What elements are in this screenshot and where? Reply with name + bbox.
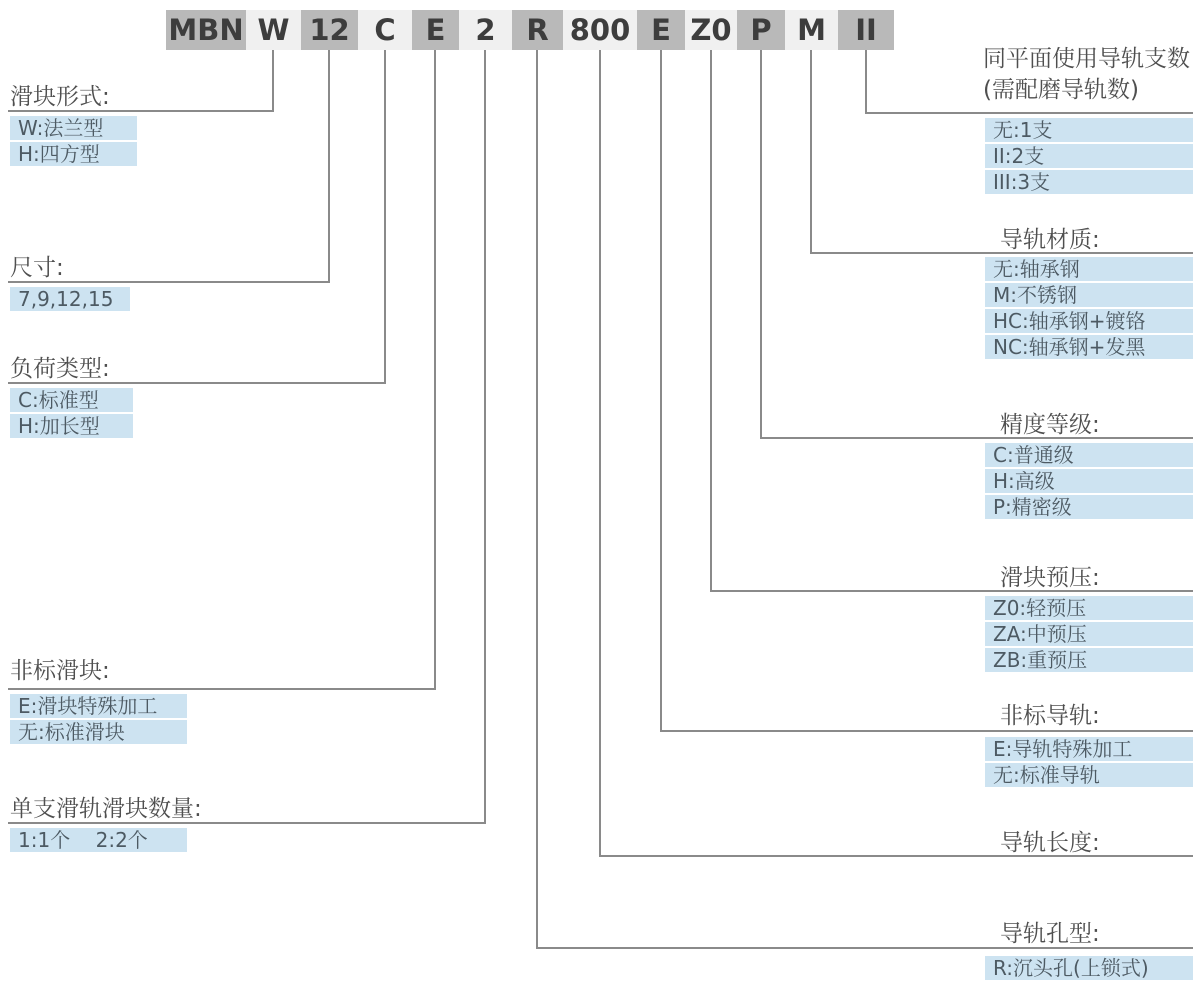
hole-type-label: 导轨孔型:: [1000, 921, 1100, 947]
underline-rail-count: [865, 112, 1193, 114]
underline-nonstd-slider: [8, 688, 436, 690]
load-type-item: C:标准型: [10, 388, 133, 412]
material-label: 导轨材质:: [1000, 227, 1100, 253]
nonstd-slider-label: 非标滑块:: [10, 658, 110, 684]
precision-item: C:普通级: [985, 443, 1193, 467]
nonstd-slider-item: 无:标准滑块: [10, 720, 187, 744]
rail-length-label: 导轨长度:: [1000, 830, 1100, 856]
connector-hole-type-line: [536, 50, 538, 947]
underline-rail-length: [599, 855, 1193, 857]
nonstd-rail-item: 无:标准导轨: [985, 763, 1193, 787]
material-item: M:不锈钢: [985, 283, 1193, 307]
precision-item: P:精密级: [985, 495, 1193, 519]
connector-precision-line: [760, 50, 762, 437]
slider-count-items: [10, 828, 187, 854]
code-segment-hole-type: R: [512, 10, 563, 50]
code-segment-precision: P: [737, 10, 785, 50]
nonstd-rail-items: [985, 737, 1193, 789]
connector-material-line: [810, 50, 812, 252]
preload-label: 滑块预压:: [1000, 565, 1100, 591]
precision-label: 精度等级:: [1000, 412, 1100, 438]
size-items: [10, 287, 130, 313]
hole-type-item: R:沉头孔(上锁式): [985, 956, 1193, 980]
code-segment-slider-count: 2: [459, 10, 512, 50]
connector-rail-count-line: [865, 50, 867, 112]
slider-count-label: 单支滑轨滑块数量:: [10, 796, 202, 822]
precision-items: [985, 443, 1193, 521]
slider-form-item: W:法兰型: [10, 116, 137, 140]
rail-count-item: II:2支: [985, 144, 1193, 168]
preload-item: ZA:中预压: [985, 622, 1193, 646]
nonstd-rail-item: E:导轨特殊加工: [985, 737, 1193, 761]
slider-count-item: 1:1个 2:2个: [10, 828, 187, 852]
rail-count-items: [985, 118, 1193, 196]
code-segment-nonstd-slider: E: [412, 10, 459, 50]
precision-item: H:高级: [985, 469, 1193, 493]
underline-preload: [710, 590, 1193, 592]
underline-nonstd-rail: [660, 730, 1193, 732]
connector-load-type-line: [384, 50, 386, 382]
nonstd-slider-items: [10, 694, 187, 746]
nonstd-rail-label: 非标导轨:: [1000, 703, 1100, 729]
material-item: 无:轴承钢: [985, 257, 1193, 281]
connector-size-line: [328, 50, 330, 281]
slider-form-items: [10, 116, 137, 168]
code-segment-size: 12: [301, 10, 358, 50]
preload-item: Z0:轻预压: [985, 596, 1193, 620]
nonstd-slider-item: E:滑块特殊加工: [10, 694, 187, 718]
material-item: NC:轴承钢+发黑: [985, 335, 1193, 359]
preload-item: ZB:重预压: [985, 648, 1193, 672]
code-segment-nonstd-rail: E: [637, 10, 685, 50]
connector-rail-length-line: [599, 50, 601, 855]
code-segment-series: MBN: [166, 10, 246, 50]
load-type-label: 负荷类型:: [10, 356, 110, 382]
connector-slider-form-line: [272, 50, 274, 110]
material-items: [985, 257, 1193, 361]
underline-precision: [760, 437, 1193, 439]
size-item: 7,9,12,15: [10, 287, 130, 311]
code-segment-load-type: C: [358, 10, 412, 50]
code-segment-rail-count: II: [838, 10, 894, 50]
part-number-strip: [166, 10, 894, 50]
slider-form-item: H:四方型: [10, 142, 137, 166]
load-type-item: H:加长型: [10, 414, 133, 438]
code-segment-preload: Z0: [685, 10, 737, 50]
rail-count-label: [983, 44, 1190, 106]
rail-count-item: 无:1支: [985, 118, 1193, 142]
connector-preload-line: [710, 50, 712, 590]
material-item: HC:轴承钢+镀铬: [985, 309, 1193, 333]
connector-nonstd-slider-line: [434, 50, 436, 688]
load-type-items: [10, 388, 133, 440]
connector-nonstd-rail-line: [660, 50, 662, 730]
rail-count-item: III:3支: [985, 170, 1193, 194]
size-label: 尺寸:: [10, 255, 64, 281]
code-segment-material: M: [785, 10, 838, 50]
hole-type-items: [985, 956, 1193, 982]
connector-slider-count-line: [484, 50, 486, 822]
rail-count-label-line2: (需配磨导轨数): [983, 77, 1139, 103]
rail-count-label-line1: 同平面使用导轨支数: [983, 46, 1190, 72]
slider-form-label: 滑块形式:: [10, 84, 110, 110]
code-segment-slider-form: W: [246, 10, 301, 50]
preload-items: [985, 596, 1193, 674]
code-segment-rail-length: 800: [563, 10, 637, 50]
